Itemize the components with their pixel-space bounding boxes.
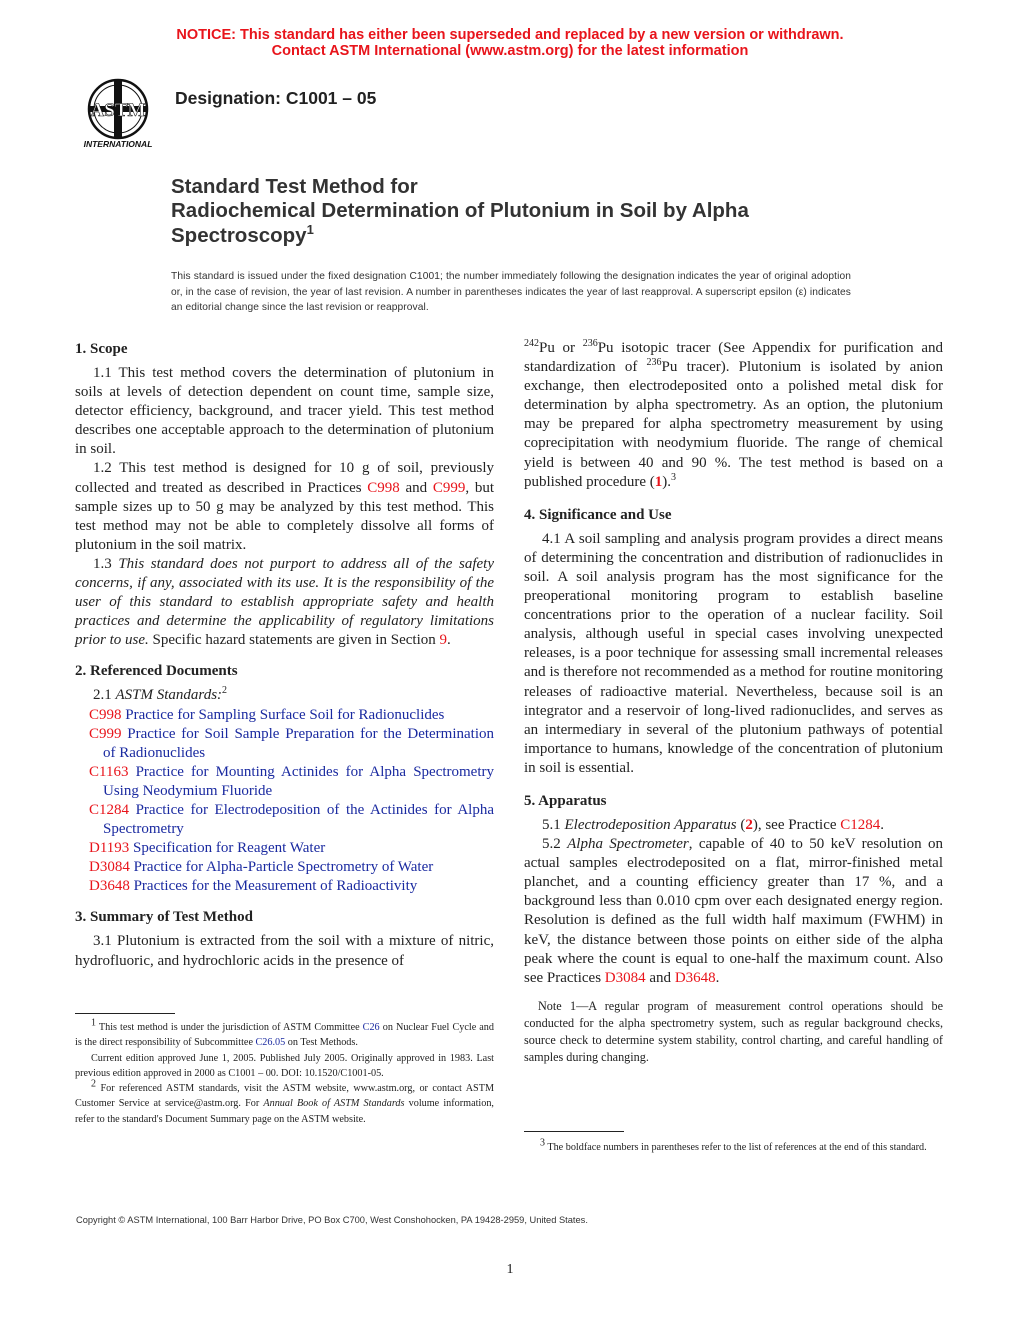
reference-item xyxy=(75,801,494,839)
footnote-1 xyxy=(75,1017,494,1051)
para-1-2-text-c: , but sample sizes up to 50 g may be analyzed by this test method. This test method may not be able to completely dissolve all forms of plutonium in the soil matrix. xyxy=(75,479,494,553)
footnotes-left xyxy=(75,1017,494,1127)
footnote-2-italic: Annual Book of ASTM Standards xyxy=(263,1098,405,1110)
para-1-2 xyxy=(75,459,494,554)
para-5-1-num: 5.1 xyxy=(542,816,565,833)
footnote-rule-left xyxy=(75,1013,175,1014)
issued-statement: This standard is issued under the fixed designation C1001; the number immediately following the designation indicates the year of original adoption or, in the case of revision, the year of last revision. A number in parentheses indicates the year of last reapproval. A superscript epsilon (ε) indicates an editorial change since the last revision or reapproval. xyxy=(171,271,851,313)
title-main xyxy=(171,199,871,248)
reference-title-link[interactable]: Practice for Mounting Actinides for Alpha Spectrometry Using Neodymium Fluoride xyxy=(103,763,495,799)
reference-code-link[interactable]: C999 xyxy=(89,725,122,742)
reference-item xyxy=(75,877,494,896)
para-5-1-text-b: ), see Practice xyxy=(752,816,841,833)
footnote-1-text-b: on Nuclear Fuel Cycle and is the direct responsibility of Subcommittee xyxy=(75,1022,494,1049)
para-1-3-rest: Specific hazard statements are given in Section xyxy=(148,632,440,649)
link-d3648-apparatus[interactable]: D3648 xyxy=(674,969,716,986)
para-1-3-italic: This standard does not purport to address all of the safety concerns, if any, associated with its use. It is the responsibility of the user of this standard to establish appropriate safety and health practices and determine the applicability of regulatory limitations prior to use. xyxy=(75,555,495,649)
reference-item xyxy=(75,763,494,801)
para-1-3-num: 1.3 xyxy=(93,555,119,572)
reference-title-link[interactable]: Practice for Soil Sample Preparation for the Determination of Radionuclides xyxy=(103,725,495,761)
tracer-sup-236-b: 236 xyxy=(646,357,662,369)
title-footnote-mark: 1 xyxy=(306,221,314,237)
para-1-2-text-a: 1.2 This test method is designed for 10 g of soil, previously collected and treated as described in Practices xyxy=(75,460,494,496)
para-3-1-cont-c: Pu tracer). Plutonium is isolated by anion exchange, then electrodeposited onto a polished metal disk for determination by alpha spectrometry. As an option, the plutonium may be prepared for alpha spectrometry measurement by using coprecipitation with neodymium fluoride. The range of chemical yield is between 40 and 90 %. The test method is based on a published procedure ( xyxy=(524,359,943,490)
reference-code-link[interactable]: C1163 xyxy=(89,763,129,780)
reference-code-link[interactable]: D3084 xyxy=(89,859,130,876)
footnote-2-text-b: volume information, refer to the standard's Document Summary page on the ASTM website. xyxy=(75,1098,494,1125)
reference-code-link[interactable]: D1193 xyxy=(89,840,130,857)
tracer-sup-236: 236 xyxy=(582,338,598,349)
footnotes-right xyxy=(524,1137,943,1155)
para-3-1-continued xyxy=(524,339,943,492)
astm-logo-icon xyxy=(76,76,160,150)
footnote-rule-right xyxy=(524,1131,624,1132)
right-column xyxy=(524,339,943,1066)
reference-title-link[interactable]: Practice for Sampling Surface Soil for Radionuclides xyxy=(125,706,445,723)
section-2-heading: 2. Referenced Documents xyxy=(75,663,238,680)
link-d3084-apparatus[interactable]: D3084 xyxy=(604,969,646,986)
link-c26[interactable]: C26 xyxy=(362,1022,380,1033)
footnote-3-mark: 3 xyxy=(540,1137,545,1149)
astm-international-logo xyxy=(76,76,160,150)
link-c1284-apparatus[interactable]: C1284 xyxy=(840,816,881,833)
para-5-1 xyxy=(524,816,943,835)
reference-code-link[interactable]: C998 xyxy=(89,706,122,723)
para-3-1-cont-a: Pu or xyxy=(539,340,583,356)
logo-caption: INTERNATIONAL xyxy=(83,139,153,149)
section-3-heading: 3. Summary of Test Method xyxy=(75,909,253,926)
para-5-1-italic: Electrodeposition Apparatus xyxy=(564,816,737,833)
referenced-documents-list xyxy=(75,706,494,897)
reference-title-link[interactable]: Practices for the Measurement of Radioactivity xyxy=(133,878,418,895)
footnote-3 xyxy=(524,1137,943,1155)
reference-item xyxy=(75,858,494,877)
para-4-1: 4.1 A soil sampling and analysis program provides a direct means of determining the concentration and distribution of radionuclides in soil. A soil analysis program has the most significance for the preoperational monitoring program to establish baseline concentrations prior to the operation of a nuclear facility. Soil analysis, although useful in special cases involving unexpected releases, is a poor technique for assessing small incremental releases and is therefore not recommended as a method for routine monitoring releases of radioactive material. Nevertheless, because soil is an integrator and a reservoir of long-lived radionuclides, and serves as an intermediary in several of the plutonium pathways of potential importance to humans, knowledge of the concentration of plutonium in soil is essential. xyxy=(524,530,943,776)
para-1-3 xyxy=(75,555,494,650)
link-c999[interactable]: C999 xyxy=(432,479,466,496)
para-5-2-text-b: and xyxy=(645,969,675,986)
notice-line-2: Contact ASTM International (www.astm.org) for the latest information xyxy=(271,43,749,59)
reference-title-link[interactable]: Practice for Electrodeposition of the Actinides for Alpha Spectrometry xyxy=(103,801,494,838)
para-1-1: 1.1 This test method covers the determination of plutonium in soils at levels of detection dependent on count time, sample size, detector efficiency, background, and tracer yield. This test method describes one acceptable approach to the determination of plutonium in soil. xyxy=(75,365,494,458)
para-5-2 xyxy=(524,835,943,988)
para-5-1-text-a: ( xyxy=(736,816,746,833)
reference-code-link[interactable]: C1284 xyxy=(89,801,130,818)
footnote-1-mark: 1 xyxy=(91,1017,96,1029)
para-5-2-italic: Alpha Spectrometer xyxy=(567,836,689,853)
footnote-1-text-a: This test method is under the jurisdiction of ASTM Committee xyxy=(96,1022,363,1033)
reference-item xyxy=(75,725,494,763)
para-5-2-text-c: . xyxy=(715,969,720,986)
link-c998[interactable]: C998 xyxy=(367,479,400,496)
footnote-2-text-a: For referenced ASTM standards, visit the ASTM website, www.astm.org, or contact ASTM Customer Service at service@astm.org. For xyxy=(75,1083,494,1110)
section-4-heading: 4. Significance and Use xyxy=(524,506,672,523)
section-1-heading: 1. Scope xyxy=(75,341,128,357)
notice-line-1: NOTICE: This standard has either been superseded and replaced by a new version or withdrawn. xyxy=(176,27,844,43)
footnote-3-text: The boldface numbers in parentheses refer to the list of references at the end of this standard. xyxy=(545,1142,927,1153)
reference-code-link[interactable]: D3648 xyxy=(89,878,130,895)
para-5-2-text-a: , capable of 40 to 50 keV resolution on actual samples electrodeposited on a flat, mirror-finished metal planchet, and a counting efficiency greater than 17 %, and a background less than 0.010 cpm over each designated energy region. Resolution is defined as the full width half maximum (FWHM) in keV, the distance between those points on either side of the alpha peak where the count is equal to one-half the maximum count. Also see Practices xyxy=(524,836,943,986)
left-column xyxy=(75,340,494,971)
title-prefix: Standard Test Method for xyxy=(171,175,418,198)
link-section-9[interactable]: 9 xyxy=(439,632,447,649)
logo-text: ASTM xyxy=(90,100,146,121)
note-1: Note 1—A regular program of measurement control operations should be conducted for the alpha spectrometry system, such as regular background checks, source check to determine system stability, control charting, and careful handling of samples during changing. xyxy=(524,998,943,1064)
para-2-1 xyxy=(75,686,494,705)
reference-2-link[interactable]: 2 xyxy=(745,816,753,833)
para-1-2-text-b: and xyxy=(399,479,433,496)
para-5-1-text-c: . xyxy=(880,816,885,833)
para-2-1-label: ASTM Standards: xyxy=(115,687,223,704)
reference-title-link[interactable]: Specification for Reagent Water xyxy=(133,840,326,857)
reference-1-link[interactable]: 1 xyxy=(654,473,663,490)
footnote-1-edition: Current edition approved June 1, 2005. Published July 2005. Originally approved in 1983. Last previous edition approved in 2000 as C1001 – 00. DOI: 10.1520/C1001-05. xyxy=(75,1052,494,1079)
link-c26-05[interactable]: C26.05 xyxy=(255,1037,286,1049)
para-3-1-cont-d: ). xyxy=(662,473,672,490)
para-1-3-end: . xyxy=(447,632,451,649)
footnote-1-text-c: on Test Methods. xyxy=(285,1037,358,1049)
page-number: 1 xyxy=(506,1262,514,1277)
reference-item xyxy=(75,839,494,858)
title-text: Radiochemical Determination of Plutonium in Soil by Alpha Spectroscopy xyxy=(171,199,749,247)
tracer-sup-242: 242 xyxy=(524,338,539,349)
para-2-1-num: 2.1 xyxy=(93,687,116,704)
section-5-heading: 5. Apparatus xyxy=(524,792,607,809)
footnote-2 xyxy=(75,1078,494,1127)
para-3-1: 3.1 Plutonium is extracted from the soil with a mixture of nitric, hydrofluoric, and hydrochloric acids in the presence of xyxy=(75,933,494,969)
withdrawn-notice xyxy=(0,27,1020,59)
para-3-1-cont-b: Pu isotopic tracer (See Appendix for purification and standardization of xyxy=(524,340,944,376)
reference-item xyxy=(75,706,494,725)
copyright-line: Copyright © ASTM International, 100 Barr Harbor Drive, PO Box C700, West Conshohocken, PA 19428-2959, United States. xyxy=(76,1215,588,1225)
para-5-2-num: 5.2 xyxy=(542,836,568,853)
para-2-1-mark: 2 xyxy=(222,685,228,697)
reference-title-link[interactable]: Practice for Alpha-Particle Spectrometry of Water xyxy=(133,859,434,876)
footnote-2-mark: 2 xyxy=(91,1078,96,1090)
footnote-3-mark-ref: 3 xyxy=(671,471,677,483)
designation: Designation: C1001 – 05 xyxy=(175,88,377,108)
